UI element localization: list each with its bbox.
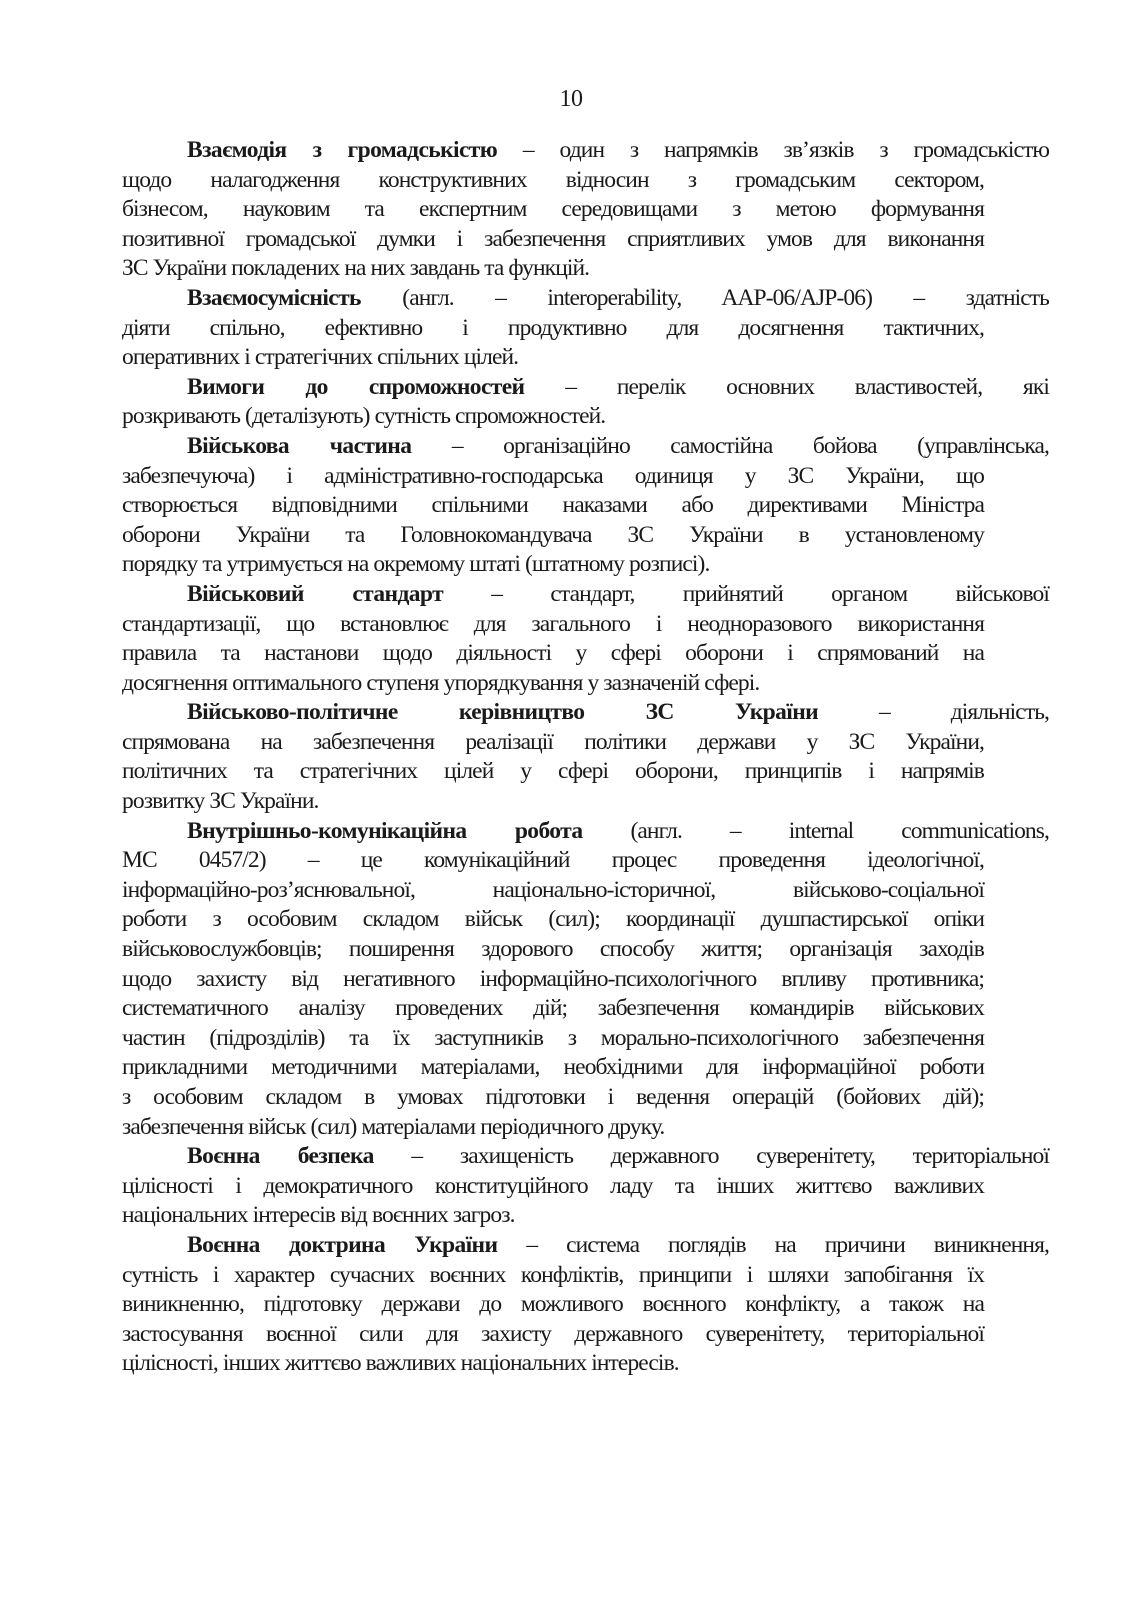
- entry-first-line: [122, 284, 1049, 314]
- definition-text: – діяльність,: [818, 699, 1049, 726]
- entry-line: [122, 166, 984, 196]
- definition-text: оборони України та Головнокомандувача ЗС України в установленому: [122, 521, 984, 548]
- definition-text: застосування воєнної сили для захисту державного суверенітету, територіальної: [122, 1320, 984, 1347]
- entry-line: [122, 462, 984, 492]
- entry-line: [122, 846, 984, 876]
- definition-text: щодо налагодження конструктивних відносин з громадським сектором,: [122, 166, 984, 193]
- entry-first-line: [122, 698, 1049, 728]
- definition-text: – система поглядів на причини виникнення,: [497, 1231, 1049, 1258]
- definition-text: – перелік основних властивостей, які: [524, 373, 1049, 400]
- definition-text: розкривають (деталізують) сутність спроможностей.: [122, 403, 606, 430]
- entry-first-line: [122, 136, 1049, 166]
- definition-text: створюється відповідними спільними наказами або директивами Міністра: [122, 492, 984, 519]
- definition-text: забезпечуюча) і адміністративно-господарська одиниця у ЗС України, що: [122, 462, 984, 489]
- glossary-term: Військова частина: [187, 432, 412, 459]
- glossary-term: Воєнна доктрина України: [187, 1231, 498, 1258]
- entry-line: [122, 1083, 984, 1113]
- definition-text: цілісності і демократичного конституційного ладу та інших життєво важливих: [122, 1172, 984, 1199]
- page-number: 10: [559, 86, 583, 112]
- entry-line: [122, 757, 984, 787]
- definition-text: – один з напрямків зв’язків з громадськістю: [497, 137, 1049, 163]
- definition-text: сутність і характер сучасних воєнних конфліктів, принципи і шляхи запобігання їх: [122, 1261, 984, 1288]
- definition-text: досягнення оптимального ступеня упорядкування у зазначеній сфері.: [122, 669, 760, 696]
- glossary-body: [122, 136, 1049, 1379]
- entry-line: [122, 1113, 984, 1143]
- definition-text: з особовим складом в умовах підготовки і ведення операцій (бойових дій);: [122, 1084, 984, 1110]
- definition-text: інформаційно-роз’яснювальної, національно-історичної, військово-соціальної: [122, 876, 984, 903]
- glossary-term: Воєнна безпека: [187, 1143, 374, 1170]
- definition-text: MC 0457/2) – це комунікаційний процес проведення ідеологічної,: [122, 847, 984, 874]
- entry-line: [122, 314, 984, 344]
- definition-text: (англ. – internal communications,: [582, 817, 1049, 844]
- entry-line: [122, 521, 984, 551]
- definition-text: національних інтересів від воєнних загроз.: [122, 1202, 515, 1229]
- entry-line: [122, 343, 984, 373]
- entry-first-line: [122, 373, 1049, 403]
- definition-text: роботи з особовим складом військ (сил); координації душпастирської опіки: [122, 906, 984, 933]
- entry-line: [122, 195, 984, 225]
- definition-text: стандартизації, що встановлює для загального і неодноразового використання: [122, 610, 984, 637]
- entry-line: [122, 491, 984, 521]
- glossary-entry: [122, 136, 1049, 284]
- entry-line: [122, 550, 984, 580]
- glossary-term: Військовий стандарт: [187, 580, 444, 607]
- entry-line: [122, 787, 984, 817]
- entry-line: [122, 1053, 984, 1083]
- definition-text: розвитку ЗС України.: [122, 788, 319, 815]
- glossary-entry: [122, 373, 1049, 432]
- definition-text: частин (підрозділів) та їх заступників з морально-психологічного забезпечення: [122, 1024, 984, 1051]
- glossary-term: Взаємодія з громадськістю: [187, 137, 498, 163]
- glossary-term: Військово-політичне керівництво ЗС України: [187, 699, 819, 726]
- definition-text: – організаційно самостійна бойова (управлінська,: [411, 432, 1049, 459]
- glossary-entry: [122, 580, 1049, 698]
- definition-text: військовослужбовців; поширення здорового способу життя; організація заходів: [122, 936, 984, 963]
- definition-text: щодо захисту від негативного інформаційно-психологічного впливу противника;: [122, 965, 984, 992]
- entry-line: [122, 876, 984, 906]
- definition-text: – стандарт, прийнятий органом військової: [443, 580, 1049, 607]
- entry-line: [122, 905, 984, 935]
- definition-text: (англ. – interoperability, AAP-06/AJP-06) – здатність: [360, 284, 1049, 311]
- entry-line: [122, 639, 984, 669]
- glossary-entry: [122, 432, 1049, 580]
- glossary-entry: [122, 1231, 1049, 1379]
- definition-text: забезпечення військ (сил) матеріалами періодичного друку.: [122, 1113, 665, 1140]
- definition-text: ЗС України покладених на них завдань та функцій.: [122, 255, 590, 282]
- definition-text: порядку та утримується на окремому штаті (штатному розписі).: [122, 551, 710, 578]
- entry-line: [122, 1172, 984, 1202]
- entry-line: [122, 935, 984, 965]
- entry-first-line: [122, 1142, 1049, 1172]
- glossary-entry: [122, 698, 1049, 816]
- entry-line: [122, 1290, 984, 1320]
- entry-line: [122, 1201, 984, 1231]
- entry-line: [122, 669, 984, 699]
- entry-first-line: [122, 580, 1049, 610]
- definition-text: – захищеність державного суверенітету, територіальної: [373, 1143, 1049, 1170]
- entry-line: [122, 402, 984, 432]
- entry-first-line: [122, 432, 1049, 462]
- definition-text: систематичного аналізу проведених дій; забезпечення командирів військових: [122, 995, 984, 1022]
- glossary-term: Вимоги до спроможностей: [187, 373, 525, 400]
- entry-line: [122, 1349, 984, 1379]
- glossary-entry: [122, 817, 1049, 1143]
- entry-line: [122, 728, 984, 758]
- entry-line: [122, 965, 984, 995]
- entry-line: [122, 254, 984, 284]
- definition-text: бізнесом, науковим та експертним середовищами з метою формування: [122, 196, 984, 223]
- definition-text: позитивної громадської думки і забезпечення сприятливих умов для виконання: [122, 225, 984, 252]
- entry-line: [122, 610, 984, 640]
- definition-text: спрямована на забезпечення реалізації політики держави у ЗС України,: [122, 728, 984, 755]
- entry-line: [122, 1261, 984, 1291]
- glossary-term: Внутрішньо-комунікаційна робота: [187, 817, 583, 844]
- definition-text: правила та настанови щодо діяльності у сфері оборони і спрямований на: [122, 640, 984, 667]
- definition-text: діяти спільно, ефективно і продуктивно для досягнення тактичних,: [122, 314, 984, 341]
- definition-text: політичних та стратегічних цілей у сфері оборони, принципів і напрямів: [122, 758, 984, 785]
- glossary-term: Взаємосумісність: [187, 284, 361, 311]
- entry-first-line: [122, 817, 1049, 847]
- definition-text: виникненню, підготовку держави до можливого воєнного конфлікту, а також на: [122, 1291, 984, 1318]
- definition-text: оперативних і стратегічних спільних цілей.: [122, 344, 519, 371]
- glossary-entry: [122, 284, 1049, 373]
- entry-line: [122, 994, 984, 1024]
- entry-line: [122, 1024, 984, 1054]
- entry-line: [122, 1320, 984, 1350]
- definition-text: прикладними методичними матеріалами, необхідними для інформаційної роботи: [122, 1054, 984, 1081]
- entry-first-line: [122, 1231, 1049, 1261]
- definition-text: цілісності, інших життєво важливих національних інтересів.: [122, 1350, 679, 1377]
- entry-line: [122, 225, 984, 255]
- glossary-entry: [122, 1142, 1049, 1231]
